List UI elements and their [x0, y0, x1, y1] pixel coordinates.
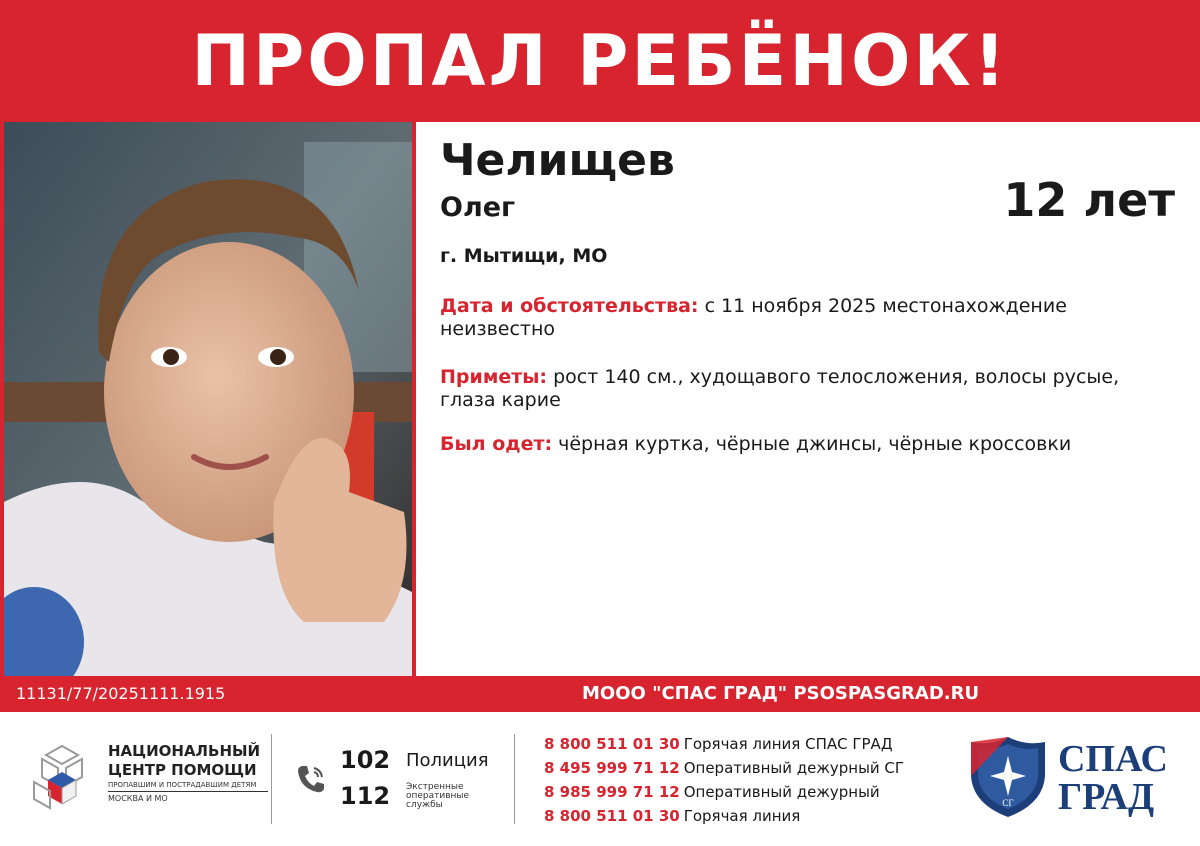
hotline-description: Оперативный дежурный СГ: [683, 759, 905, 777]
hotline-description: Горячая линия СПАС ГРАД: [683, 735, 893, 753]
reference-code: 11131/77/20251111.1915: [16, 684, 226, 703]
hotline-row: [544, 780, 904, 804]
hotline-row: [544, 756, 904, 780]
signs-text: рост 140 см., худощавого телосложения, волосы русые, глаза карие: [440, 366, 1120, 411]
phone-icon: [294, 762, 328, 796]
nc-region: МОСКВА И МО: [108, 794, 168, 803]
emergency-102[interactable]: 102: [340, 746, 391, 774]
spasgrad-shield-icon: [968, 734, 1048, 820]
child-photo: [0, 122, 416, 676]
hotline-number[interactable]: 8 495 999 71 12: [544, 759, 680, 777]
footer: [0, 712, 1200, 846]
police-label: Полиция: [406, 750, 489, 771]
city: г. Мытищи, МО: [440, 245, 608, 267]
national-center-logo-icon: [28, 742, 96, 812]
national-center-name: [108, 742, 268, 803]
hotline-number[interactable]: 8 800 511 01 30: [544, 735, 680, 753]
spasgrad-logo-text: [1058, 740, 1168, 816]
footer-divider: [514, 734, 515, 824]
hotline-description: Оперативный дежурный: [683, 783, 880, 801]
clothes-label: Был одет:: [440, 433, 553, 455]
signs-paragraph: [440, 366, 1140, 412]
spasgrad-line2: ГРАД: [1058, 776, 1155, 818]
circumstances-label: Дата и обстоятельства:: [440, 295, 699, 317]
org-website[interactable]: МООО "СПАС ГРАД" PSOSPASGRAD.RU: [582, 683, 980, 704]
nc-subtitle: ПРОПАВШИМ И ПОСТРАДАВШИМ ДЕТЯМ: [108, 781, 268, 792]
spasgrad-line1: СПАС: [1058, 738, 1168, 780]
hotline-number[interactable]: 8 985 999 71 12: [544, 783, 680, 801]
header-banner: [0, 0, 1200, 122]
surname: Челищев: [440, 135, 675, 186]
circumstances-text: с 11 ноября 2025 местонахождение неизвестно: [440, 295, 1067, 340]
page-title: ПРОПАЛ РЕБЁНОК!: [191, 20, 1009, 102]
emergency-112[interactable]: 112: [340, 782, 391, 810]
shield-text: СГ: [1002, 798, 1014, 808]
hotline-description: Горячая линия: [683, 807, 801, 825]
nc-line1: НАЦИОНАЛЬНЫЙ: [108, 742, 261, 760]
hotline-number[interactable]: 8 800 511 01 30: [544, 807, 680, 825]
circumstances-paragraph: [440, 295, 1140, 341]
info-bar: [0, 676, 1200, 712]
hotline-row: [544, 804, 904, 828]
emergency-services-label: Экстренные оперативные службы: [406, 782, 470, 810]
signs-label: Приметы:: [440, 366, 548, 388]
first-name: Олег: [440, 192, 516, 223]
clothes-text: чёрная куртка, чёрные джинсы, чёрные кроссовки: [558, 433, 1072, 455]
age: 12 лет: [1003, 173, 1175, 227]
hotline-list: [544, 732, 904, 828]
hotline-row: [544, 732, 904, 756]
clothes-paragraph: [440, 433, 1140, 456]
footer-divider: [271, 734, 272, 824]
nc-line2: ЦЕНТР ПОМОЩИ: [108, 761, 257, 779]
